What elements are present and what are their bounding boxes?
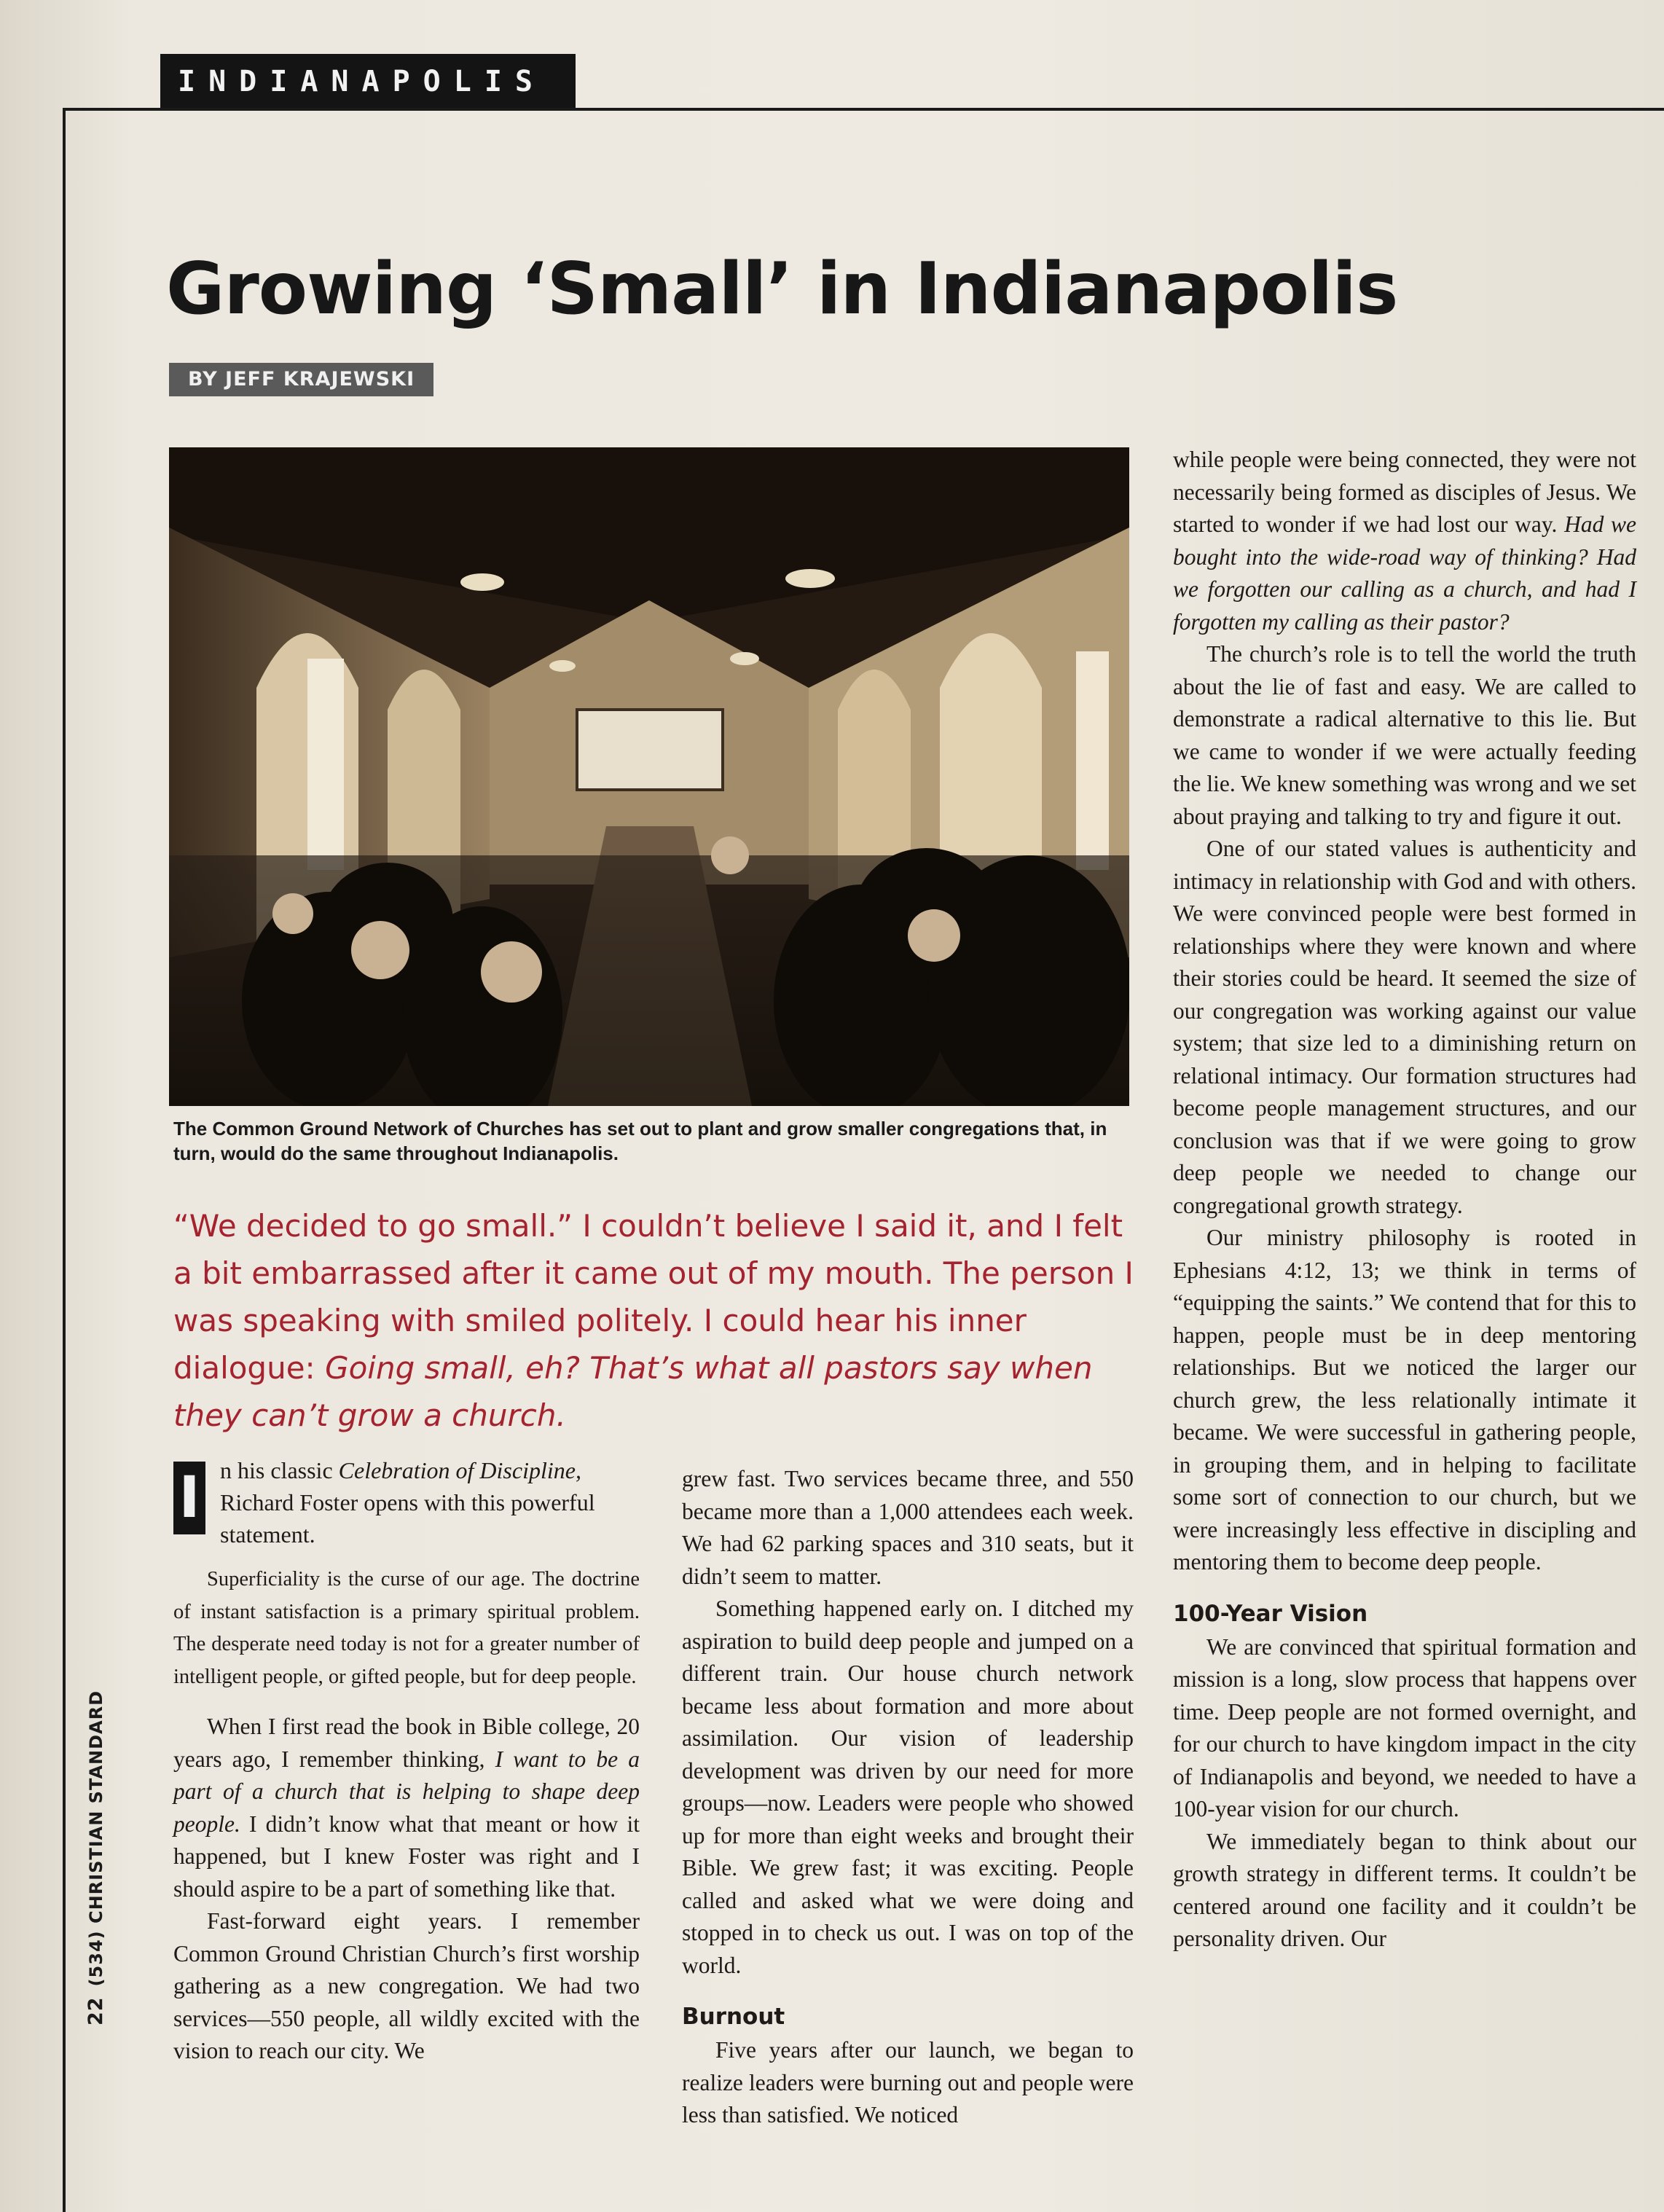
paragraph-text-end: I didn’t know what that meant or how it happened, but I knew Foster was right and I should aspire to be a part of something like that. [173,1811,640,1902]
pull-quote-text: “We decided to go small.” I couldn’t believe I said it, and I felt a bit embarrassed after it came out of my mouth. The person I was speaking with smiled politely. I could hear his inner dialogue: [173,1208,1134,1386]
paragraph: One of our stated values is authenticity and intimacy in relationship with God and with others. We were convinced people were best formed in relationships where they were known and where their stories could be heard. It seemed the size of our congregation was working against our value system; that size led to a diminishing return on relational intimacy. Our formation structures had become people management structures, and our conclusion was that if we were going to grow deep people we needed to change our congregational growth strategy. [1173,836,1636,1218]
article-column-3 [1173,444,1636,1956]
photo-caption: The Common Ground Network of Churches has set out to plant and grow smaller congregations that, in turn, would do the same throughout Indianapolis. [173,1118,1107,1164]
byline: BY JEFF KRAJEWSKI [169,363,433,396]
dropcap: I [173,1462,205,1534]
paragraph: We immediately began to think about our growth strategy in different terms. It couldn’t be centered around one facility and it couldn’t be personality driven. Our [1173,1828,1636,1951]
frame-rule-left [63,108,66,2212]
pull-quote [173,1202,1142,1439]
lede-text-end: Richard Foster opens with this powerful statement. [220,1489,595,1548]
issue-and-title: (534) CHRISTIAN STANDARD [86,1690,106,1987]
paragraph: grew fast. Two services became three, and 550 became more than a 1,000 attendees each week. We had 62 parking spaces and 310 seats, but it didn’t seem to matter. [682,1466,1134,1589]
paragraph: Something happened early on. I ditched my aspiration to build deep people and jumped on a different train. Our house church network became less about formation and more about assimilation. Our vision of leadership development was driven by our need for more groups—now. Leaders were people who showed up for more than eight weeks and brought their Bible. We grew fast; it was exciting. People called and asked what we were doing and stopped in to check us out. I was on top of the world. [682,1596,1134,1978]
folio [85,1690,107,2025]
subhead-100-year-vision: 100-Year Vision [1173,1600,1368,1627]
paragraph: Fast-forward eight years. I remember Common Ground Christian Church’s first worship gathering as a new congregation. We had two services—550 people, all wildly excited with the vision to reach our city. We [173,1908,640,2063]
book-title: Celebration of Discipline, [338,1457,581,1483]
paragraph: Five years after our launch, we began to realize leaders were burning out and people were less than satisfied. We noticed [682,2037,1134,2127]
lede-paragraph [173,1454,640,1550]
pull-quote-italic: Going small, eh? That’s what all pastors say when they can’t grow a church. [173,1350,1093,1433]
page-number: 22 [85,1996,107,2025]
paragraph: Our ministry philosophy is rooted in Ephesians 4:12, 13; we think in terms of “equipping the saints.” We contend that for this to happen, people must be in deep mentoring relationships. But we noticed the larger our church grew, the less relationally intimate it became. We were successful in gathering people, in grouping them, and in helping to facilitate some sort of connection to our church, but we were increasingly less effective in discipling and mentoring them to become deep people. [1173,1225,1636,1574]
paragraph-italic: Had we bought into the wide-road way of thinking? Had we forgotten our calling as a church, and had I forgotten my calling as their pastor? [1173,511,1636,635]
section-tab: INDIANAPOLIS [160,54,576,109]
paragraph: We are convinced that spiritual formation and mission is a long, slow process that happens over time. Deep people are not formed overnight, and for our church to have kingdom impact in the city of Indianapolis and beyond, we needed to have a 100-year vision for our church. [1173,1633,1636,1821]
subhead-burnout: Burnout [682,2004,785,2030]
article-column-2 [682,1463,1134,2132]
frame-rule-top [63,108,1664,111]
lede-text: n his classic [220,1457,339,1483]
paragraph-italic: I want to be a part of a church that is helping to shape deep people. [173,1746,640,1837]
paragraph [173,1711,640,1905]
paragraph [1173,444,1636,638]
article-headline: Growing ‘Small’ in Indianapolis [166,248,1398,331]
paragraph: The church’s role is to tell the world the truth about the lie of fast and easy. We are called to demonstrate a radical alternative to this lie. But we came to wonder if we were actually feeding the lie. We knew something was wrong and we set about praying and talking to try and figure it out. [1173,641,1636,829]
paragraph-text: When I first read the book in Bible college, 20 years ago, I remember thinking, [173,1714,640,1772]
block-quote-text: Superficiality is the curse of our age. The doctrine of instant satisfaction is a primary spiritual problem. The desperate need today is not for a greater number of intelligent people, or gifted people, but for deep people. [173,1568,640,1688]
church-congregation-photo [169,447,1129,1106]
paragraph-text: while people were being connected, they were not necessarily being formed as disciples of Jesus. We started to wonder if we had lost our way. [1173,447,1636,537]
article-column-1 [173,1454,640,2068]
block-quote [173,1564,640,1693]
photo-illustration [169,447,1129,1106]
